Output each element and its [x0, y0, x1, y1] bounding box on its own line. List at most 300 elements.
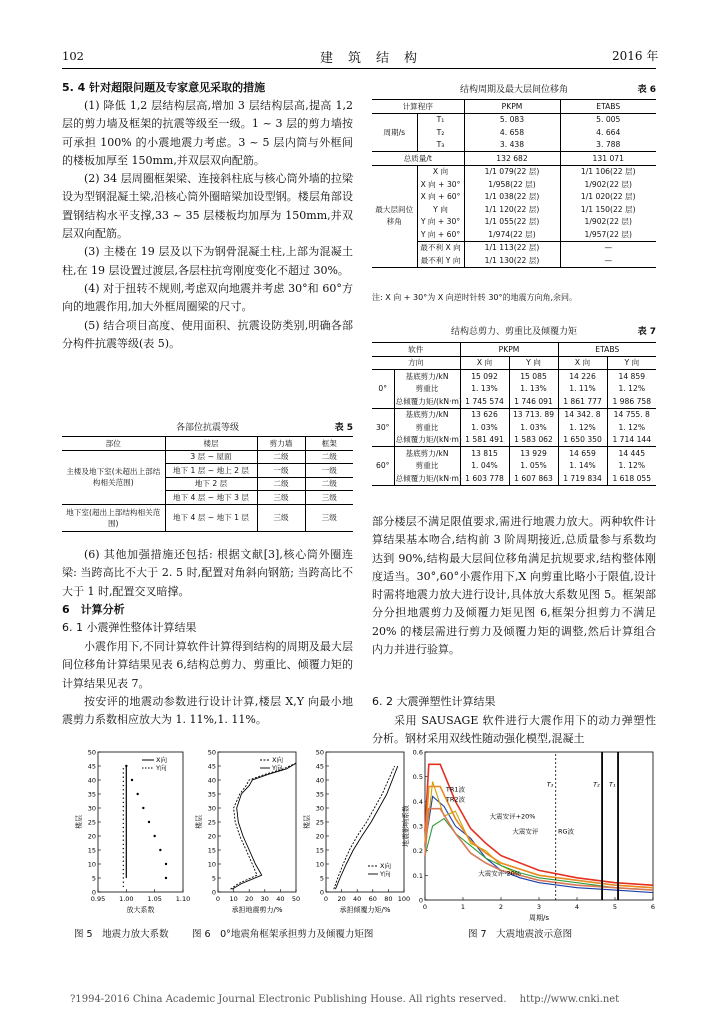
y-tick-label: 50	[87, 748, 96, 757]
series-point-x	[123, 781, 124, 782]
y-tick-label: 0	[319, 888, 324, 897]
table-header: 楼层	[165, 437, 257, 451]
table-cell: 14 342. 8	[558, 408, 607, 421]
series-point-x	[123, 823, 124, 824]
series-label: 大震安评	[512, 827, 539, 836]
x-tick-label: 40	[353, 895, 362, 903]
series-point-x	[123, 856, 124, 857]
y-tick-label: 5	[319, 874, 324, 883]
section-6-1-body	[62, 638, 353, 729]
table-row	[62, 504, 353, 531]
y-tick-label: 0.5	[412, 773, 423, 782]
x-tick-label: 1.10	[175, 895, 191, 903]
table-cell: 二级	[257, 450, 305, 464]
x-tick-label: 0	[323, 895, 329, 903]
table-header: X 向	[460, 356, 509, 370]
table-cell: 1 618 055	[607, 472, 656, 485]
y-tick-label: 25	[207, 818, 216, 827]
table-cell: 15 092	[460, 370, 509, 383]
table5-number: 表 5	[334, 423, 353, 433]
table-row	[372, 343, 656, 357]
series-point-x	[123, 869, 124, 870]
table-cell: 二级	[257, 477, 305, 491]
x-tick-label: 0	[215, 895, 221, 903]
year: 2016 年	[612, 49, 659, 63]
section-5-4-body	[62, 97, 353, 353]
table-cell: 最不利 X 向	[417, 241, 464, 254]
x-tick-label: 6	[650, 903, 656, 911]
y-tick-label: 15	[207, 846, 216, 855]
series-label: RG波	[558, 827, 575, 836]
figure-5-chart	[70, 748, 190, 918]
table-cell: 1/1 038(22 层)	[464, 191, 560, 204]
y-tick-label: 30	[315, 804, 324, 813]
paragraph: (1) 降低 1,2 层结构层高,增加 3 层结构层高,提高 1,2 层的剪力墙及框架的抗震等级至一级。1 ~ 3 层的剪力墙按可承担 100% 的小震地震力考虑。3 ~ 5 层内筒与外框间的楼板加厚至 150mm,并双层双向配筋。	[62, 99, 353, 167]
table5-caption	[62, 420, 353, 433]
y-tick-label: 50	[207, 748, 216, 757]
table-cell: 1/1 130(22 层)	[464, 254, 560, 267]
plot-frame	[218, 752, 296, 892]
series-point-y	[136, 793, 138, 795]
table7	[372, 342, 656, 486]
series-point-x	[123, 798, 124, 799]
series-point-x	[123, 877, 124, 878]
table-cell: 剪重比	[394, 383, 460, 396]
x-tick-label: 20	[245, 895, 254, 903]
table-cell: 14 659	[558, 447, 607, 460]
x-tick-label: 50	[291, 895, 301, 903]
table6	[372, 99, 656, 268]
section-6-2-body	[372, 712, 656, 749]
series-point-x	[123, 793, 124, 794]
series-point-x	[123, 848, 124, 849]
table-cell: 基底剪力/kN	[394, 370, 460, 383]
paragraph: 部分楼层不满足限值要求,需进行地震力放大。两种软件计算结果基本吻合,结构前 3 阶周期接近,总质量参与系数均达到 90%,结构最大层间位移角满足抗规要求,结构整体刚度适当。30°,60°小震作用下,X 向剪重比略小于限值,设计时需将地震力放大进行设计,具体放大系数见图 5。框架部分分担地震剪力及倾覆力矩见图 6,框架分担剪力不满足 20% 的楼层需进行剪力及倾覆力矩的调整,然后计算组合内力并进行验算。	[372, 515, 656, 657]
table-cell: 5. 083	[464, 113, 560, 126]
y-tick-label: 5	[91, 874, 96, 883]
section-6-2-heading: 6. 2 大震弹塑性计算结果	[372, 695, 496, 708]
table-cell: 13 815	[460, 447, 509, 460]
table-cell: 地下 4 层 ~ 地下 3 层	[165, 491, 257, 505]
table-cell: X 向 + 60°	[417, 191, 464, 204]
series-point-y	[153, 835, 155, 837]
table-cell: —	[560, 241, 656, 254]
table-cell: 14 755. 8	[607, 408, 656, 421]
figure-7-caption: 图 7 大震地震波示意图	[468, 929, 573, 940]
table-cell: 地下 1 层 ~ 地上 2 层	[165, 464, 257, 478]
table-cell: Y 向 + 60°	[417, 228, 464, 241]
period-marker-label: T₂	[593, 780, 600, 789]
x-tick-label: 4	[574, 903, 580, 911]
series-point-x	[123, 819, 124, 820]
journal-title: 建 筑 结 构	[320, 51, 419, 66]
figure-7-chart	[395, 748, 660, 923]
table-cell: 1/1 079(22 层)	[464, 165, 560, 178]
series-point-y	[165, 863, 167, 865]
y-tick-label: 0.2	[412, 847, 423, 856]
table-cell: 三级	[257, 504, 305, 531]
y-tick-label: 10	[315, 860, 324, 869]
series-line-y	[232, 763, 296, 889]
y-tick-label: 0.6	[412, 748, 423, 757]
table-row	[62, 437, 353, 451]
paragraph: 小震作用下,不同计算软件计算得到结构的周期及最大层间位移角计算结果见表 6,结构总剪力、剪重比、倾覆力矩的计算结果见表 7。	[62, 640, 353, 690]
y-tick-label: 0.3	[412, 822, 423, 831]
x-tick-label: 3	[536, 903, 542, 911]
header-rule	[62, 68, 656, 69]
table-cell: 1 650 350	[558, 434, 607, 447]
y-tick-label: 35	[87, 790, 96, 799]
series-point-x	[123, 810, 124, 811]
series-point-y	[142, 807, 144, 809]
table-header: PKPM	[464, 100, 560, 114]
y-tick-label: 35	[207, 790, 216, 799]
series-point-x	[123, 827, 124, 828]
table-cell: 一级	[257, 464, 305, 478]
series-point-x	[123, 886, 124, 887]
table-cell: 15 085	[509, 370, 558, 383]
plot-frame	[98, 752, 183, 892]
table-cell: Y 向 + 30°	[417, 216, 464, 229]
y-axis-label: 地震影响系数	[402, 805, 410, 847]
y-tick-label: 10	[87, 860, 96, 869]
paragraph: (5) 结合项目高度、使用面积、抗震设防类别,明确各部分构件抗震等级(表 5)。	[62, 318, 353, 350]
table5-title: 各部位抗震等级	[175, 423, 239, 433]
y-tick-label: 15	[87, 846, 96, 855]
table-row	[372, 395, 656, 408]
x-axis-label: 承担地震剪力/%	[231, 906, 283, 914]
table-cell: 1/974(22 层)	[464, 228, 560, 241]
table-row	[372, 165, 656, 178]
y-tick-label: 0	[91, 888, 96, 897]
series-point-x	[123, 768, 124, 769]
table-cell: 二级	[305, 477, 353, 491]
table-cell: 3. 438	[464, 139, 560, 152]
table-cell: 1 583 062	[509, 434, 558, 447]
table-cell: 最不利 Y 向	[417, 254, 464, 267]
y-tick-label: 30	[207, 804, 216, 813]
table-cell: 总倾覆力矩/(kN·m)	[394, 395, 460, 408]
y-tick-label: 0.1	[412, 871, 423, 880]
table-cell: 基底剪力/kN	[394, 447, 460, 460]
table5	[62, 436, 353, 532]
table-cell: X 向	[417, 165, 464, 178]
y-tick-label: 10	[207, 860, 216, 869]
table-cell: Y 向	[417, 203, 464, 216]
series-point-y	[165, 877, 167, 879]
x-tick-label: 30	[260, 895, 269, 903]
table-cell: 13 713. 89	[509, 408, 558, 421]
table-cell: 二级	[305, 450, 353, 464]
table6-number: 表 6	[637, 85, 656, 95]
x-tick-label: 10	[229, 895, 238, 903]
table-row	[372, 460, 656, 473]
table-cell: 1/902(22 层)	[560, 178, 656, 191]
y-tick-label: 20	[315, 832, 324, 841]
table-cell: 总质量/t	[372, 152, 464, 166]
table-cell: 3 层 ~ 屋面	[165, 450, 257, 464]
table-cell: 1 607 863	[509, 472, 558, 485]
y-axis-label: 楼层	[75, 815, 83, 829]
table-cell: 1 714 144	[607, 434, 656, 447]
x-tick-label: 2	[498, 903, 504, 911]
table-cell: 60°	[372, 447, 394, 486]
x-axis-label: 放大系数	[126, 906, 155, 914]
y-tick-label: 45	[87, 762, 96, 771]
table-header: ETABS	[558, 343, 656, 357]
table-header: 软件	[372, 343, 460, 357]
series-label: TR2波	[445, 795, 466, 804]
table-cell: 14 445	[607, 447, 656, 460]
x-tick-label: 20	[337, 895, 346, 903]
table6-note: 注: X 向 + 30°为 X 向逆时针转 30°的地震方向角,余同。	[372, 293, 578, 302]
x-tick-label: 60	[368, 895, 377, 903]
table-cell: T₁	[417, 113, 464, 126]
table-cell: 1. 12%	[607, 421, 656, 434]
series-point-x	[123, 831, 124, 832]
table-row	[372, 434, 656, 447]
table-cell: T₂	[417, 126, 464, 139]
table-cell: 一级	[305, 464, 353, 478]
paragraph: (4) 对于扭转不规则,考虑双向地震并考虑 30°和 60°方向的地震作用,加大外框周圈梁的尺寸。	[62, 281, 353, 314]
y-tick-label: 45	[315, 762, 324, 771]
table-cell: 地下 4 层 ~ 地下 1 层	[165, 504, 257, 531]
page-number: 102	[62, 49, 84, 63]
x-axis-label: 周期/s	[528, 914, 550, 922]
series-point-x	[123, 789, 124, 790]
table-cell: 1. 11%	[558, 383, 607, 396]
table-cell: 1. 12%	[607, 460, 656, 473]
table-cell: 最大层间位移角	[372, 165, 417, 267]
figure-6-caption: 图 6 0°地震角框架承担剪力及倾覆力矩图	[192, 929, 374, 940]
series-point-x	[123, 802, 124, 803]
legend-label-x: X向	[156, 756, 167, 764]
table-cell: 1. 13%	[509, 383, 558, 396]
table-cell: 1 745 574	[460, 395, 509, 408]
section-5-4-cont	[62, 546, 353, 601]
table-cell: 1. 04%	[460, 460, 509, 473]
series-point-y	[148, 821, 150, 823]
table-cell: 1/1 106(22 层)	[560, 165, 656, 178]
series-point-x	[123, 844, 124, 845]
y-tick-label: 30	[87, 804, 96, 813]
table-cell: 1. 05%	[509, 460, 558, 473]
series-point-x	[123, 806, 124, 807]
table-row	[62, 450, 353, 464]
table-header: 框架	[305, 437, 353, 451]
y-tick-label: 20	[207, 832, 216, 841]
y-tick-label: 45	[207, 762, 216, 771]
y-tick-label: 0	[418, 896, 423, 905]
table-cell: —	[560, 254, 656, 267]
table-cell: 14 859	[607, 370, 656, 383]
x-tick-label: 1	[460, 903, 466, 911]
table-cell: 1/1 113(22 层)	[464, 241, 560, 254]
table-cell: 1/957(22 层)	[560, 228, 656, 241]
series-point-x	[123, 777, 124, 778]
table-row	[372, 472, 656, 485]
table-cell: 1. 12%	[607, 383, 656, 396]
y-tick-label: 40	[87, 776, 96, 785]
table7-number: 表 7	[637, 327, 656, 337]
period-marker-label: T₁	[609, 780, 616, 789]
legend-label-y: Y向	[156, 764, 167, 772]
series-point-x	[123, 772, 124, 773]
series-point-x	[123, 814, 124, 815]
table-cell: 0°	[378, 384, 388, 394]
series-point-x	[123, 882, 124, 883]
series-line-x	[231, 763, 297, 889]
table-cell: 131 071	[560, 152, 656, 166]
paragraph: 采用 SAUSAGE 软件进行大震作用下的动力弹塑性分析。钢材采用双线性随动强化模型,混凝土	[372, 714, 656, 746]
y-axis-label: 楼层	[195, 815, 203, 829]
series-label: 大震安评+20%	[489, 812, 536, 821]
figure-6b-chart	[298, 748, 411, 918]
table-cell: 1/902(22 层)	[560, 216, 656, 229]
y-axis-label: 楼层	[303, 815, 311, 829]
table-cell: 1 581 491	[460, 434, 509, 447]
series-point-x	[123, 835, 124, 836]
section-6-1-cont	[372, 513, 656, 659]
table-header: PKPM	[460, 343, 558, 357]
figure-6a-chart	[190, 748, 300, 918]
section-5-4-heading: 5. 4 针对超限问题及专家意见采取的措施	[62, 81, 266, 94]
table-cell: 5. 005	[560, 113, 656, 126]
table-header: X 向	[558, 356, 607, 370]
paragraph: (6) 其他加强措施还包括: 根据文献[3],核心筒外圈连梁: 当跨高比不大于 2. 5 时,配置对角斜向钢筋; 当跨高比不大于 1 时,配置交叉暗撑。	[62, 548, 353, 598]
table-cell: 1/1 055(22 层)	[464, 216, 560, 229]
table7-title: 结构总剪力、剪重比及倾覆力矩	[450, 327, 577, 337]
table-cell: 1 719 834	[558, 472, 607, 485]
y-tick-label: 50	[315, 748, 324, 757]
table-cell: 1/958(22 层)	[464, 178, 560, 191]
table-cell: 三级	[257, 491, 305, 505]
section-6-1-heading: 6. 1 小震弹性整体计算结果	[62, 621, 197, 634]
table-cell: 剪重比	[394, 460, 460, 473]
y-tick-label: 0.4	[412, 797, 423, 806]
table-cell: 地下室(超出上部结构相关范围)	[62, 504, 165, 531]
series-point-x	[123, 852, 124, 853]
y-tick-label: 25	[87, 818, 96, 827]
series-point-x	[123, 861, 124, 862]
y-tick-label: 0	[211, 888, 216, 897]
table-cell: 132 682	[464, 152, 560, 166]
table-header: 部位	[62, 437, 165, 451]
series-point-x	[123, 873, 124, 874]
table-cell: 三级	[305, 504, 353, 531]
table-cell: 三级	[305, 491, 353, 505]
table-row	[372, 356, 656, 370]
table-cell: 周期/s	[383, 127, 406, 137]
x-tick-label: 80	[384, 895, 393, 903]
table-cell: T₃	[417, 139, 464, 152]
series-point-x	[123, 840, 124, 841]
table-cell: 1 746 091	[509, 395, 558, 408]
table-header: Y 向	[509, 356, 558, 370]
section-6-heading: 6 计算分析	[62, 603, 125, 616]
table-cell: 总倾覆力矩/(kN·m)	[394, 472, 460, 485]
table-cell: 1. 13%	[460, 383, 509, 396]
table-cell: 1. 14%	[558, 460, 607, 473]
table-cell: 3. 788	[560, 139, 656, 152]
table-cell: 4. 658	[464, 126, 560, 139]
y-tick-label: 15	[315, 846, 324, 855]
table-cell: 1. 03%	[460, 421, 509, 434]
table-row	[372, 447, 656, 460]
paragraph: (2) 34 层周圈框架梁、连接斜柱底与核心筒外墙的拉梁设为型钢混凝土梁,沿核心筒外圈暗梁加设型钢。楼层角部设置钢结构水平支撑,33 ~ 35 层楼板均加厚为 150mm,并双层双向配筋。	[62, 172, 353, 241]
table-cell: X 向 + 30°	[417, 178, 464, 191]
y-tick-label: 5	[211, 874, 216, 883]
table-header: ETABS	[560, 100, 656, 114]
x-axis-label: 承担倾覆力矩/%	[339, 906, 391, 914]
table-cell: 1/1 120(22 层)	[464, 203, 560, 216]
y-tick-label: 35	[315, 790, 324, 799]
x-tick-label: 1.00	[119, 895, 134, 903]
series-point-x	[123, 865, 124, 866]
table-cell: 1. 03%	[509, 421, 558, 434]
table-row	[372, 100, 656, 114]
series-point-x	[123, 785, 124, 786]
x-tick-label: 0.95	[90, 895, 106, 903]
y-tick-label: 40	[207, 776, 216, 785]
series-point-y	[131, 779, 133, 781]
table-row	[372, 113, 656, 126]
table-row	[372, 383, 656, 396]
table-cell: 总倾覆力矩/(kN·m)	[394, 434, 460, 447]
table-cell: 1 986 758	[607, 395, 656, 408]
series-label: TR1波	[445, 785, 466, 794]
table-cell: 地下 2 层	[165, 477, 257, 491]
table-cell: 基底剪力/kN	[394, 408, 460, 421]
series-label: 大震安评-20%	[478, 869, 521, 878]
plot-frame	[326, 752, 404, 892]
table-row	[372, 421, 656, 434]
table6-title: 结构周期及最大层间位移角	[459, 85, 568, 95]
table-cell: 1/1 020(22 层)	[560, 191, 656, 204]
table-cell: 1 603 778	[460, 472, 509, 485]
table-cell: 13 626	[460, 408, 509, 421]
series-point-y	[159, 849, 161, 851]
table-header: Y 向	[607, 356, 656, 370]
table-header: 计算程序	[372, 100, 464, 114]
figure-5-caption: 图 5 地震力放大系数	[74, 929, 169, 940]
y-tick-label: 20	[87, 832, 96, 841]
x-tick-label: 1.05	[147, 895, 162, 903]
series-point-y	[125, 765, 127, 767]
copyright-footer: ?1994-2016 China Academic Journal Electronic Publishing House. All rights reserved. http://www.cnki.net	[70, 994, 620, 1005]
paragraph: (3) 主楼在 19 层及以下为钢骨混凝土柱,上部为混凝土柱,在 19 层设置过渡层,各层柱抗弯刚度变化不超过 30%。	[62, 245, 353, 277]
table-header: 方向	[372, 356, 460, 370]
table-cell: 1 861 777	[558, 395, 607, 408]
table-cell: 剪重比	[394, 421, 460, 434]
x-tick-label: 5	[612, 903, 618, 911]
x-tick-label: 0	[422, 903, 428, 911]
y-tick-label: 40	[315, 776, 324, 785]
table6-caption	[372, 82, 656, 95]
legend-label-x: X向	[272, 756, 283, 764]
table-cell: 14 226	[558, 370, 607, 383]
table-header: 剪力墙	[257, 437, 305, 451]
table-cell: 4. 664	[560, 126, 656, 139]
table-cell: 1/1 150(22 层)	[560, 203, 656, 216]
paragraph: 按安评的地震动参数进行设计计算,楼层 X,Y 向最小地震剪力系数相应放大为 1. 11%,1. 11%。	[62, 694, 353, 727]
table-row	[372, 370, 656, 383]
table-row	[372, 408, 656, 421]
table7-caption	[372, 324, 656, 337]
legend-label-x: X向	[380, 862, 391, 870]
table-row	[372, 152, 656, 166]
x-tick-label: 100	[397, 895, 411, 903]
